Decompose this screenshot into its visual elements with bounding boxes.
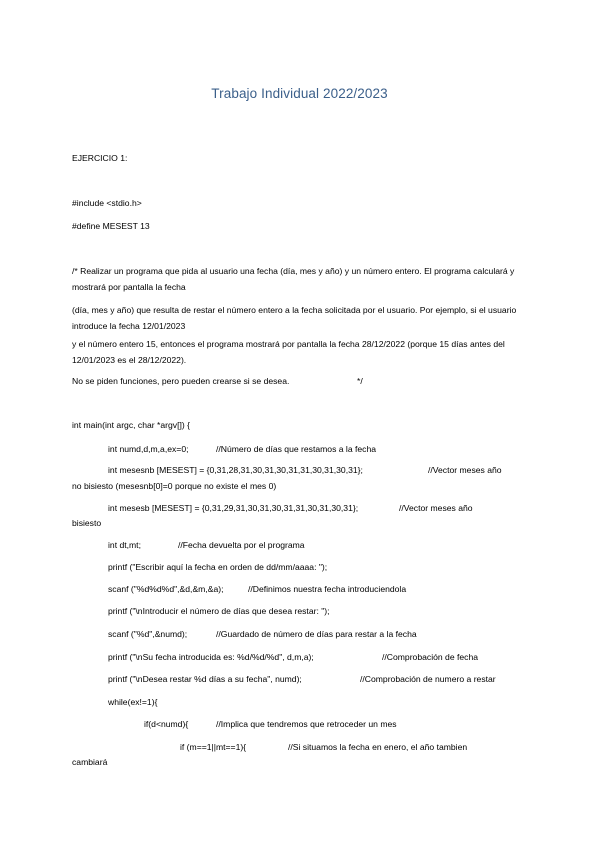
comment-paragraph-1: /* Realizar un programa que pida al usuario una fecha (día, mes y año) y un número entero. El programa calculará y mostrará por pantalla la fecha bbox=[72, 266, 515, 292]
code-line-4 bbox=[108, 540, 568, 551]
code-line-6-comment: //Definimos nuestra fecha introduciendola bbox=[248, 584, 407, 594]
code-line-13-code: if (m==1||mt==1){ bbox=[180, 742, 247, 752]
code-line-6-code: scanf ("%d%d%d",&d,&m,&a); bbox=[108, 584, 224, 594]
define-directive: #define MESEST 13 bbox=[72, 221, 150, 231]
comment-4-end: */ bbox=[357, 376, 363, 386]
include-directive: #include <stdio.h> bbox=[72, 198, 142, 208]
code-line-9-comment: //Comprobación de fecha bbox=[382, 652, 479, 662]
code-line-2-comment: //Vector meses año bbox=[428, 465, 502, 475]
comment-4-text: No se piden funciones, pero pueden crearse si se desea. bbox=[72, 376, 290, 386]
code-line-12-comment: //Implica que tendremos que retroceder un mes bbox=[216, 719, 397, 729]
code-line-10 bbox=[108, 674, 568, 685]
code-line-10-comment: //Comprobación de numero a restar bbox=[360, 674, 496, 684]
code-line-2-continuation: no bisiesto (mesesnb[0]=0 porque no existe el mes 0) bbox=[72, 481, 277, 491]
code-line-8-code: scanf ("%d",&numd); bbox=[108, 629, 188, 639]
code-line-3 bbox=[108, 503, 568, 514]
code-line-10-code: printf ("\nDesea restar %d días a su fecha", numd); bbox=[108, 674, 302, 684]
code-line-11: while(ex!=1){ bbox=[108, 697, 158, 707]
comment-paragraph-2: (día, mes y año) que resulta de restar el número entero a la fecha solicitada por el usuario. Por ejemplo, si el usuario introduce la fecha 12/01/2023 bbox=[72, 305, 517, 331]
code-line-6 bbox=[108, 584, 568, 595]
code-line-1 bbox=[108, 444, 568, 455]
code-line-8 bbox=[108, 629, 568, 640]
code-line-12-code: if(d<numd){ bbox=[144, 719, 189, 729]
code-line-5: printf ("Escribir aquí la fecha en orden de dd/mm/aaaa: "); bbox=[108, 562, 328, 572]
comment-paragraph-4 bbox=[72, 376, 532, 387]
code-line-12 bbox=[144, 719, 599, 730]
code-line-8-comment: //Guardado de número de días para restar a la fecha bbox=[216, 629, 417, 639]
code-line-13-comment: //Si situamos la fecha en enero, el año tambien bbox=[288, 742, 468, 752]
code-line-1-code: int numd,d,m,a,ex=0; bbox=[108, 444, 189, 454]
code-line-4-code: int dt,mt; bbox=[108, 540, 141, 550]
code-main-signature: int main(int argc, char *argv[]) { bbox=[72, 420, 190, 430]
code-line-7: printf ("\nIntroducir el número de días que desea restar: "); bbox=[108, 606, 330, 616]
code-line-3-continuation: bisiesto bbox=[72, 518, 102, 528]
code-line-9 bbox=[108, 652, 568, 663]
comment-paragraph-3: y el número entero 15, entonces el programa mostrará por pantalla la fecha 28/12/2022 (porque 15 días antes del 12/01/2023 es el 28/12/2022). bbox=[72, 339, 505, 365]
section-heading: EJERCICIO 1: bbox=[72, 153, 128, 163]
code-line-2-code: int mesesnb [MESEST] = {0,31,28,31,30,31,30,31,31,30,31,30,31}; bbox=[108, 465, 363, 475]
code-line-1-comment: //Número de días que restamos a la fecha bbox=[216, 444, 377, 454]
code-line-2 bbox=[108, 465, 568, 476]
document-title: Trabajo Individual 2022/2023 bbox=[211, 86, 388, 101]
code-line-3-code: int mesesb [MESEST] = {0,31,29,31,30,31,30,31,31,30,31,30,31}; bbox=[108, 503, 359, 513]
code-line-9-code: printf ("\nSu fecha introducida es: %d/%d/%d", d,m,a); bbox=[108, 652, 314, 662]
code-line-3-comment: //Vector meses año bbox=[399, 503, 473, 513]
code-line-4-comment: //Fecha devuelta por el programa bbox=[178, 540, 305, 550]
code-line-13-continuation: cambiará bbox=[72, 757, 108, 767]
code-line-13 bbox=[180, 742, 599, 753]
